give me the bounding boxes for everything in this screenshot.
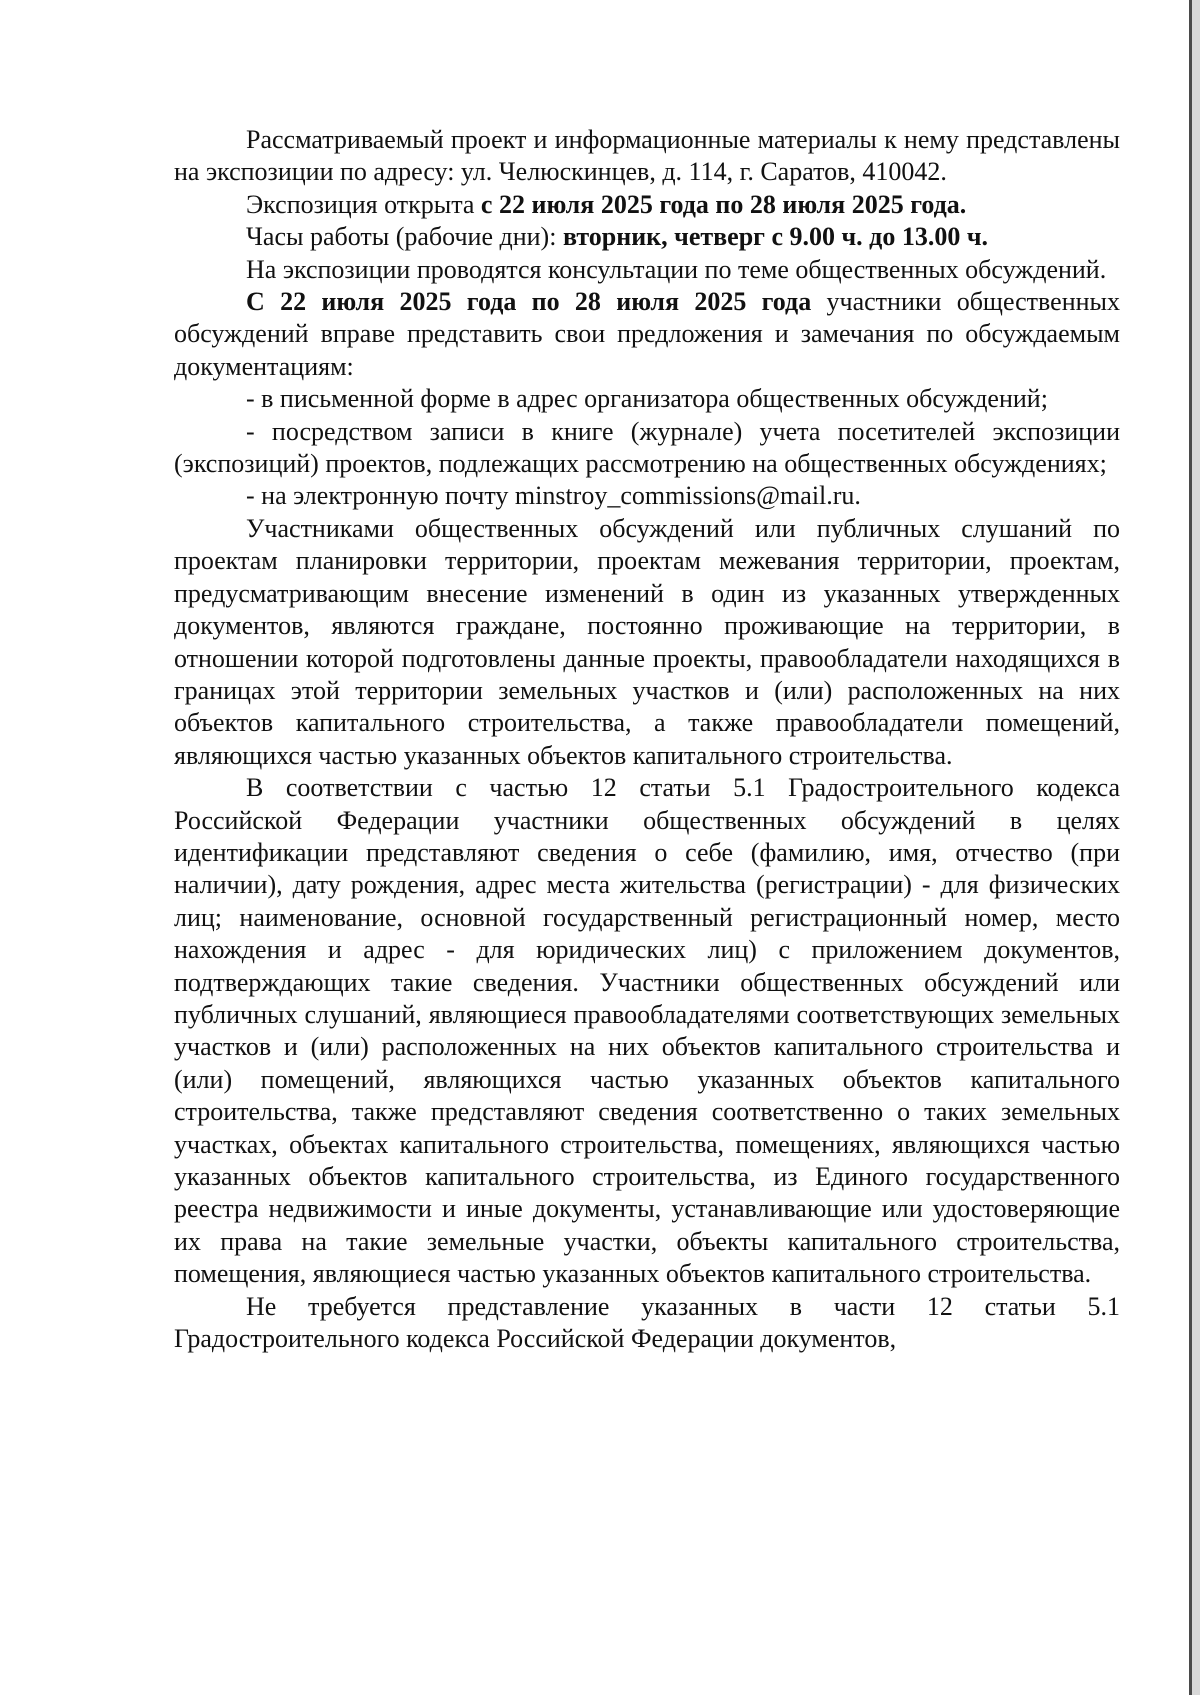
paragraph-participants: Участниками общественных обсуждений или публичных слушаний по проектам планировки территории, проектам межевания территории, проектам, предусматривающим внесение изменений в один из указанных утвержденных документов, являются граждане, постоянно проживающие на территории, в отношении которой подготовлены данные проекты, правообладатели находящихся в границах этой территории земельных участков и (или) расположенных на них объектов капитального строительства, а также правообладатели помещений, являющихся частью указанных объектов капитального строительства. [174, 513, 1120, 770]
working-hours-value: вторник, четверг с 9.00 ч. до 13.00 ч. [562, 222, 989, 252]
document-body [174, 124, 1120, 1355]
paragraph-exposition-dates [174, 189, 1120, 221]
paragraph-identification: В соответствии с частью 12 статьи 5.1 Градостроительного кодекса Российской Федерации участники общественных обсуждений в целях идентификации представляют сведения о себе (фамилию, имя, отчество (при наличии), дату рождения, адрес места жительства (регистрации) - для физических лиц; наименование, основной государственный регистрационный номер, место нахождения и адрес - для юридических лиц) с приложением документов, подтверждающих такие сведения. Участники общественных обсуждений или публичных слушаний, являющиеся правообладателями соответствующих земельных участков и (или) расположенных на них объектов капитального строительства и (или) помещений, являющихся частью указанных объектов капитального строительства, также представляют сведения соответственно о таких земельных участках, объектах капитального строительства, помещениях, являющихся частью указанных объектов капитального строительства, из Единого государственного реестра недвижимости и иные документы, устанавливающие или удостоверяющие их права на такие земельные участки, объекты капитального строительства, помещения, являющиеся частью указанных объектов капитального строительства. [174, 773, 1120, 1289]
exposition-dates-value: с 22 июля 2025 года по 28 июля 2025 года. [480, 189, 967, 219]
paragraph-consultations: На экспозиции проводятся консультации по теме общественных обсуждений. [246, 254, 1107, 284]
working-hours-label: Часы работы (рабочие дни): [246, 222, 563, 252]
list-item-visitor-book: - посредством записи в книге (журнале) учета посетителей экспозиции (экспозиций) проектов, подлежащих рассмотрению на общественных обсуждениях; [174, 416, 1120, 479]
paragraph-working-hours [174, 221, 1120, 253]
paragraph-proposals-period [174, 286, 1120, 383]
proposals-period-dates: С 22 июля 2025 года по 28 июля 2025 года [246, 287, 812, 317]
page-edge [1192, 0, 1200, 1695]
list-item-email: - на электронную почту minstroy_commissions@mail.ru. [246, 481, 861, 511]
exposition-dates-label: Экспозиция открыта [246, 189, 481, 219]
paragraph-not-required: Не требуется представление указанных в части 12 статьи 5.1 Градостроительного кодекса Российской Федерации документов, [174, 1291, 1120, 1354]
proposals-period-text: участники общественных обсуждений вправе представить свои предложения и замечания по обсуждаемым документациям: [174, 287, 1120, 381]
list-item-written-form: - в письменной форме в адрес организатора общественных обсуждений; [246, 384, 1048, 414]
paragraph-exposition-address: Рассматриваемый проект и информационные материалы к нему представлены на экспозиции по адресу: ул. Челюскинцев, д. 114, г. Саратов, 410042. [174, 125, 1120, 187]
